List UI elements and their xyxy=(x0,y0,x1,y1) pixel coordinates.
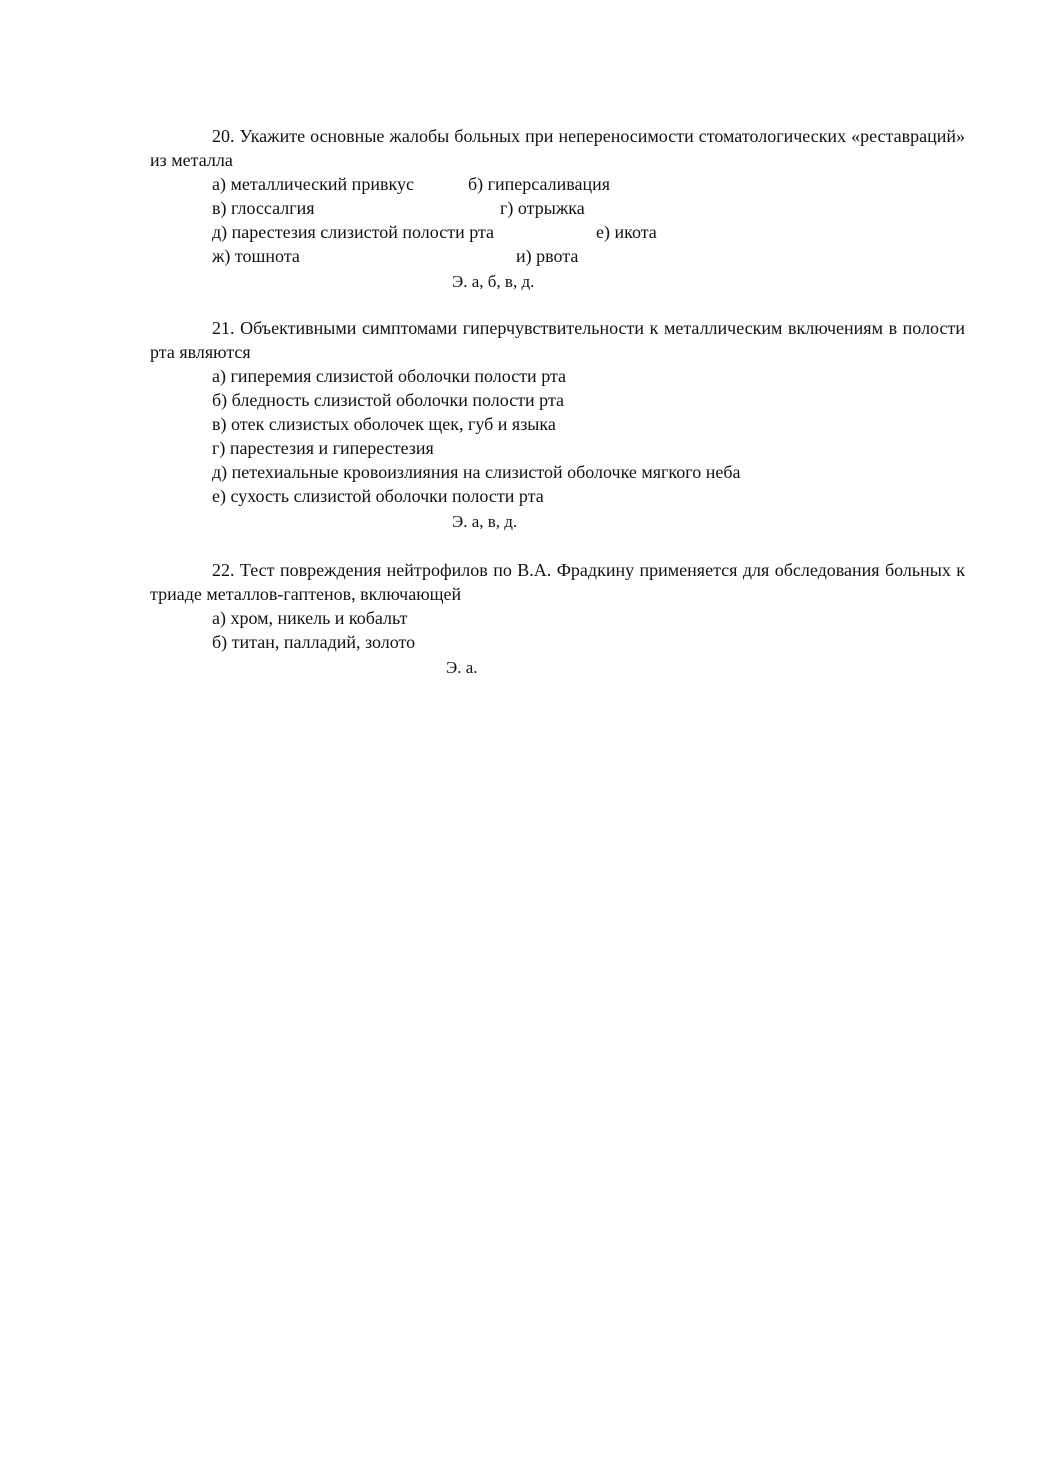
option-row xyxy=(150,460,965,484)
option: б) титан, палладий, золото xyxy=(212,632,416,652)
question-text: 21. Объективными симптомами гиперчувствительности к металлическим включениям в полости рта являются xyxy=(150,318,965,362)
answer-row xyxy=(150,270,965,294)
option-row xyxy=(150,364,965,388)
option: в) глоссалгия xyxy=(212,198,315,218)
option: в) отек слизистых оболочек щек, губ и языка xyxy=(212,414,556,434)
answer-row xyxy=(150,510,965,534)
option: г) отрыжка xyxy=(500,198,585,218)
answer-row xyxy=(150,656,965,680)
option: е) сухость слизистой оболочки полости рта xyxy=(212,486,544,506)
answer: Э. а, в, д. xyxy=(452,512,518,531)
option: г) парестезия и гиперестезия xyxy=(212,438,434,458)
option: а) гиперемия слизистой оболочки полости рта xyxy=(212,366,567,386)
question-22 xyxy=(150,558,965,680)
answer: Э. а, б, в, д. xyxy=(452,272,535,291)
option: д) петехиальные кровоизлияния на слизистой оболочке мягкого неба xyxy=(212,462,741,482)
option: д) парестезия слизистой полости рта xyxy=(212,222,495,242)
answer: Э. а. xyxy=(446,658,478,677)
option: и) рвота xyxy=(516,246,579,266)
question-text: 20. Укажите основные жалобы больных при непереносимости стоматологических «реставраций» из металла xyxy=(150,126,965,170)
option: а) хром, никель и кобальт xyxy=(212,608,408,628)
option-row xyxy=(150,388,965,412)
option-row xyxy=(150,172,965,196)
option-row xyxy=(150,196,965,220)
option-row xyxy=(150,220,965,244)
option: е) икота xyxy=(596,222,657,242)
option: ж) тошнота xyxy=(212,246,300,266)
option-row xyxy=(150,436,965,460)
question-21 xyxy=(150,316,965,534)
question-text: 22. Тест повреждения нейтрофилов по В.А. Фрадкину применяется для обследования больных к триаде металлов-гаптенов, включающей xyxy=(150,560,965,604)
option: б) гиперсаливация xyxy=(468,174,611,194)
option-row xyxy=(150,484,965,508)
option-row xyxy=(150,244,965,268)
option: а) металлический привкус xyxy=(212,174,414,194)
option-row xyxy=(150,412,965,436)
option-row xyxy=(150,606,965,630)
option: б) бледность слизистой оболочки полости рта xyxy=(212,390,565,410)
question-20 xyxy=(150,124,965,294)
option-row xyxy=(150,630,965,654)
